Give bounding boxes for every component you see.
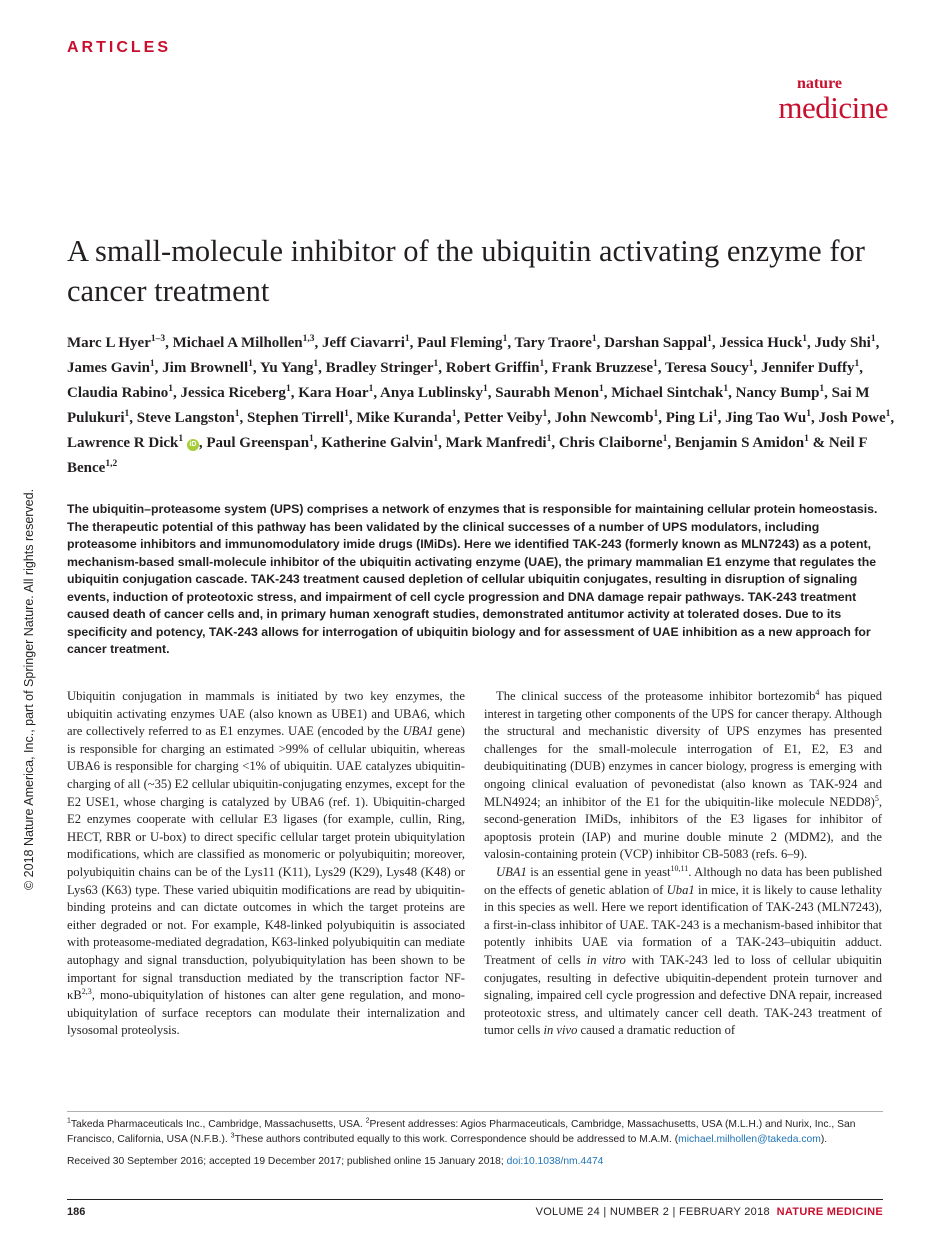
- author: Darshan Sappal$^1$: [604, 334, 712, 351]
- body-column-left: [67, 688, 465, 1040]
- author: Mark Manfredi$^1$: [445, 434, 552, 451]
- body-paragraph: UBA1 is an essential gene in yeast$^{10,11}$. Although no data has been published on the effects of genetic ablation of Uba1 in mice, it is likely to cause lethality in this species as well. Here we report identification of TAK-243 (MLN7243), a first-in-class inhibitor of UAE. TAK-243 is a mechanism-based inhibitor that potently inhibits UAE via formation of a TAK-243–ubiquitin adduct. Treatment of cells in vitro with TAK-243 led to loss of cellular ubiquitin conjugates, resulting in defective ubiquitin-dependent protein turnover and signaling, impaired cell cycle progression and defective DNA repair, increased proteotoxic stress, and ultimately cancer cell death. TAK-243 treatment of tumor cells in vivo caused a dramatic reduction of: [484, 863, 882, 1038]
- author: Marc L Hyer$^{1-3}$: [67, 334, 166, 351]
- body-paragraph: Ubiquitin conjugation in mammals is initiated by two key enzymes, the ubiquitin activating enzymes UAE (also known as UBE1) and UBA6, which are collectively referred to as E1 enzymes. UAE (encoded by the UBA1 gene) is responsible for charging an estimated >99% of cellular ubiquitin, whereas UBA6 is responsible for charging <1% of ubiquitin. UAE catalyzes ubiquitin-charging of all (~35) E2 cellular ubiquitin-conjugating enzymes, except for the E2 USE1, whose charging is catalyzed by UBA6 (ref. 1). Ubiquitin-charged E2 enzymes cooperate with cellular E3 ligases (for example, cullin, Ring, HECT, RBR or U-box) to direct specific cellular target protein ubiquitylation modifications, which are classified as monomeric or polyubiquitin; moreover, polyubiquitin chains can be of the Lys11 (K11), Lys29 (K29), Lys48 (K48) or Lys63 (K63) type. These varied ubiquitin modifications are read by ubiquitin-binding proteins and can dictate outcomes in which the target proteins are either degraded or not. For example, K48-linked polyubiquitin is associated with proteasome-mediated degradation, K63-linked polyubiquitin can mediate autophagy and signal transduction, polyubiquitylation has been shown to be important for signal transduction mediated by the transcription factor NF-κB$^{2,3}$, mono-ubiquitylation of histones can alter gene regulation, and mono-ubiquitylation of surface receptors can modulate their internalization and lysosomal proteolysis.: [67, 689, 465, 1038]
- author: Benjamin S Amidon$^1$: [674, 434, 809, 451]
- footer-divider: [67, 1199, 883, 1200]
- author: Katherine Galvin$^1$: [321, 434, 439, 451]
- author: Petter Veiby$^1$: [464, 409, 548, 426]
- body-column-right: [484, 688, 882, 1040]
- correspondence-email-link[interactable]: michael.milhollen@takeda.com: [678, 1134, 821, 1145]
- author: Jim Brownell$^1$: [162, 359, 253, 376]
- doi-link[interactable]: doi:10.1038/nm.4474: [506, 1156, 604, 1167]
- author: Judy Shi$^1$: [814, 334, 876, 351]
- abstract: The ubiquitin–proteasome system (UPS) comprises a network of enzymes that is responsible for maintaining cellular protein homeostasis. The therapeutic potential of this pathway has been validated by the clinical successes of a number of UPS modulators, including proteasome inhibitors and immunomodulatory imide drugs (IMiDs). Here we identified TAK-243 (formerly known as MLN7243) as a potent, mechanism-based small-molecule inhibitor of the ubiquitin activating enzyme (UAE), the primary mammalian E1 enzyme that regulates the ubiquitin conjugation cascade. TAK-243 treatment caused depletion of cellular ubiquitin conjugates, resulting in disruption of signaling events, induction of proteotoxic stress, and impairment of cell cycle progression and DNA damage repair pathways. TAK-243 treatment caused death of cancer cells and, in primary human xenograft studies, demonstrated antitumor activity at tolerated doses. Due to its specificity and potency, TAK-243 allows for interrogation of ubiquitin biology and for assessment of UAE inhibition as a new approach for cancer treatment.: [67, 502, 878, 656]
- journal-issue-line: VOLUME 24 | NUMBER 2 | FEBRUARY 2018 NATURE MEDICINE: [535, 1206, 883, 1218]
- author: Nancy Bump$^1$: [735, 384, 825, 401]
- journal-name: NATURE MEDICINE: [776, 1206, 883, 1218]
- author: Anya Lublinsky$^1$: [380, 384, 488, 401]
- article-title: A small-molecule inhibitor of the ubiquitin activating enzyme for cancer treatment: [67, 234, 865, 308]
- author: Tary Traore$^1$: [514, 334, 597, 351]
- author-list: Marc L Hyer$^{1-3}$, Michael A Milhollen$^{1,3}$, Jeff Ciavarri$^1$, Paul Fleming$^1$, Tary Traore$^1$, Darshan Sappal$^1$, Jessica Huck$^1$, Judy Shi$^1$, James Gavin$^1$, Jim Brownell$^1$, Yu Yang$^1$, Bradley Stringer$^1$, Robert Griffin$^1$, Frank Bruzzese$^1$, Teresa Soucy$^1$, Jennifer Duffy$^1$, Claudia Rabino$^1$, Jessica Riceberg$^1$, Kara Hoar$^1$, Anya Lublinsky$^1$, Saurabh Menon$^1$, Michael Sintchak$^1$, Nancy Bump$^1$, Sai M Pulukuri$^1$, Steve Langston$^1$, Stephen Tirrell$^1$, Mike Kuranda$^1$, Petter Veiby$^1$, John Newcomb$^1$, Ping Li$^1$, Jing Tao Wu$^1$, Josh Powe$^1$, Lawrence R Dick$^1$ iD , Paul Greenspan$^1$, Katherine Galvin$^1$, Mark Manfredi$^1$, Chris Claiborne$^1$, Benjamin S Amidon$^1$ & Neil F Bence$^{1,2}$: [67, 334, 895, 476]
- affiliations-footnote: $^1$Takeda Pharmaceuticals Inc., Cambridge, Massachusetts, USA. $^2$Present addresses: Agios Pharmaceuticals, Cambridge, Massachusetts, USA (M.L.H.) and Nurix, Inc., San Francisco, California, USA (N.F.B.). $^3$These authors contributed equally to this work. Correspondence should be addressed to M.A.M. (michael.milhollen@takeda.com).: [67, 1117, 856, 1145]
- author: Michael Sintchak$^1$: [611, 384, 729, 401]
- author: Paul Fleming$^1$: [417, 334, 508, 351]
- author: Jennifer Duffy$^1$: [761, 359, 860, 376]
- author: Sai M Pulukuri$^1$: [67, 385, 870, 426]
- author: Neil F Bence$^{1,2}$: [67, 435, 867, 476]
- author: Teresa Soucy$^1$: [664, 359, 754, 376]
- orcid-icon[interactable]: iD: [187, 439, 199, 451]
- logo-line-2: medicine: [778, 90, 888, 125]
- author: Jeff Ciavarri$^1$: [322, 334, 410, 351]
- author: Paul Greenspan$^1$: [206, 434, 314, 451]
- author: Steve Langston$^1$: [136, 409, 240, 426]
- author: Bradley Stringer$^1$: [325, 359, 439, 376]
- author: Mike Kuranda$^1$: [356, 409, 457, 426]
- author: Jessica Huck$^1$: [719, 334, 808, 351]
- journal-logo: [738, 76, 888, 123]
- author: Claudia Rabino$^1$: [67, 384, 174, 401]
- author: Ping Li$^1$: [665, 409, 718, 426]
- author: Michael A Milhollen$^{1,3}$: [172, 334, 315, 351]
- author: Yu Yang$^1$: [259, 359, 319, 376]
- received-dates: Received 30 September 2016; accepted 19 December 2017; published online 15 January 2018; doi:10.1038/nm.4474: [67, 1156, 604, 1167]
- author: Lawrence R Dick$^1$ iD: [67, 435, 199, 451]
- author: Chris Claiborne$^1$: [558, 434, 668, 451]
- author: Jing Tao Wu$^1$: [725, 409, 812, 426]
- logo-line-1: nature: [796, 75, 842, 92]
- author: Kara Hoar$^1$: [298, 384, 374, 401]
- author: Saurabh Menon$^1$: [495, 384, 604, 401]
- author: Frank Bruzzese$^1$: [551, 359, 658, 376]
- section-label: ARTICLES: [67, 39, 171, 56]
- body-paragraph: The clinical success of the proteasome inhibitor bortezomib$^4$ has piqued interest in targeting other components of the UPS for cancer therapy. Although the structural and mechanistic diversity of UPS enzymes has presented challenges for the small-molecule interrogation of E1, E2, E3 and deubiquitinating (DUB) enzymes in cancer biology, progress is emerging with ongoing clinical evaluation of pevonedistat (also known as TAK-924 and MLN4924; an inhibitor of the E1 for the ubiquitin-like molecule NEDD8)$^5$, second-generation IMiDs, inhibitors of the E3 ligases for inhibitor of apoptosis protein (IAP) and murine double minute 2 (MDM2), and the valosin-containing protein (VCP) inhibitor CB-5083 (refs. 6–9).: [484, 687, 882, 862]
- author: John Newcomb$^1$: [554, 409, 659, 426]
- author: Jessica Riceberg$^1$: [180, 384, 291, 401]
- author: Robert Griffin$^1$: [445, 359, 545, 376]
- page-number: 186: [67, 1206, 86, 1218]
- author: Stephen Tirrell$^1$: [246, 409, 349, 426]
- author: Josh Powe$^1$: [818, 409, 891, 426]
- side-copyright: © 2018 Nature America, Inc., part of Springer Nature. All rights reserved.: [22, 488, 36, 890]
- footnote-divider: [67, 1111, 883, 1112]
- author: James Gavin$^1$: [67, 359, 155, 376]
